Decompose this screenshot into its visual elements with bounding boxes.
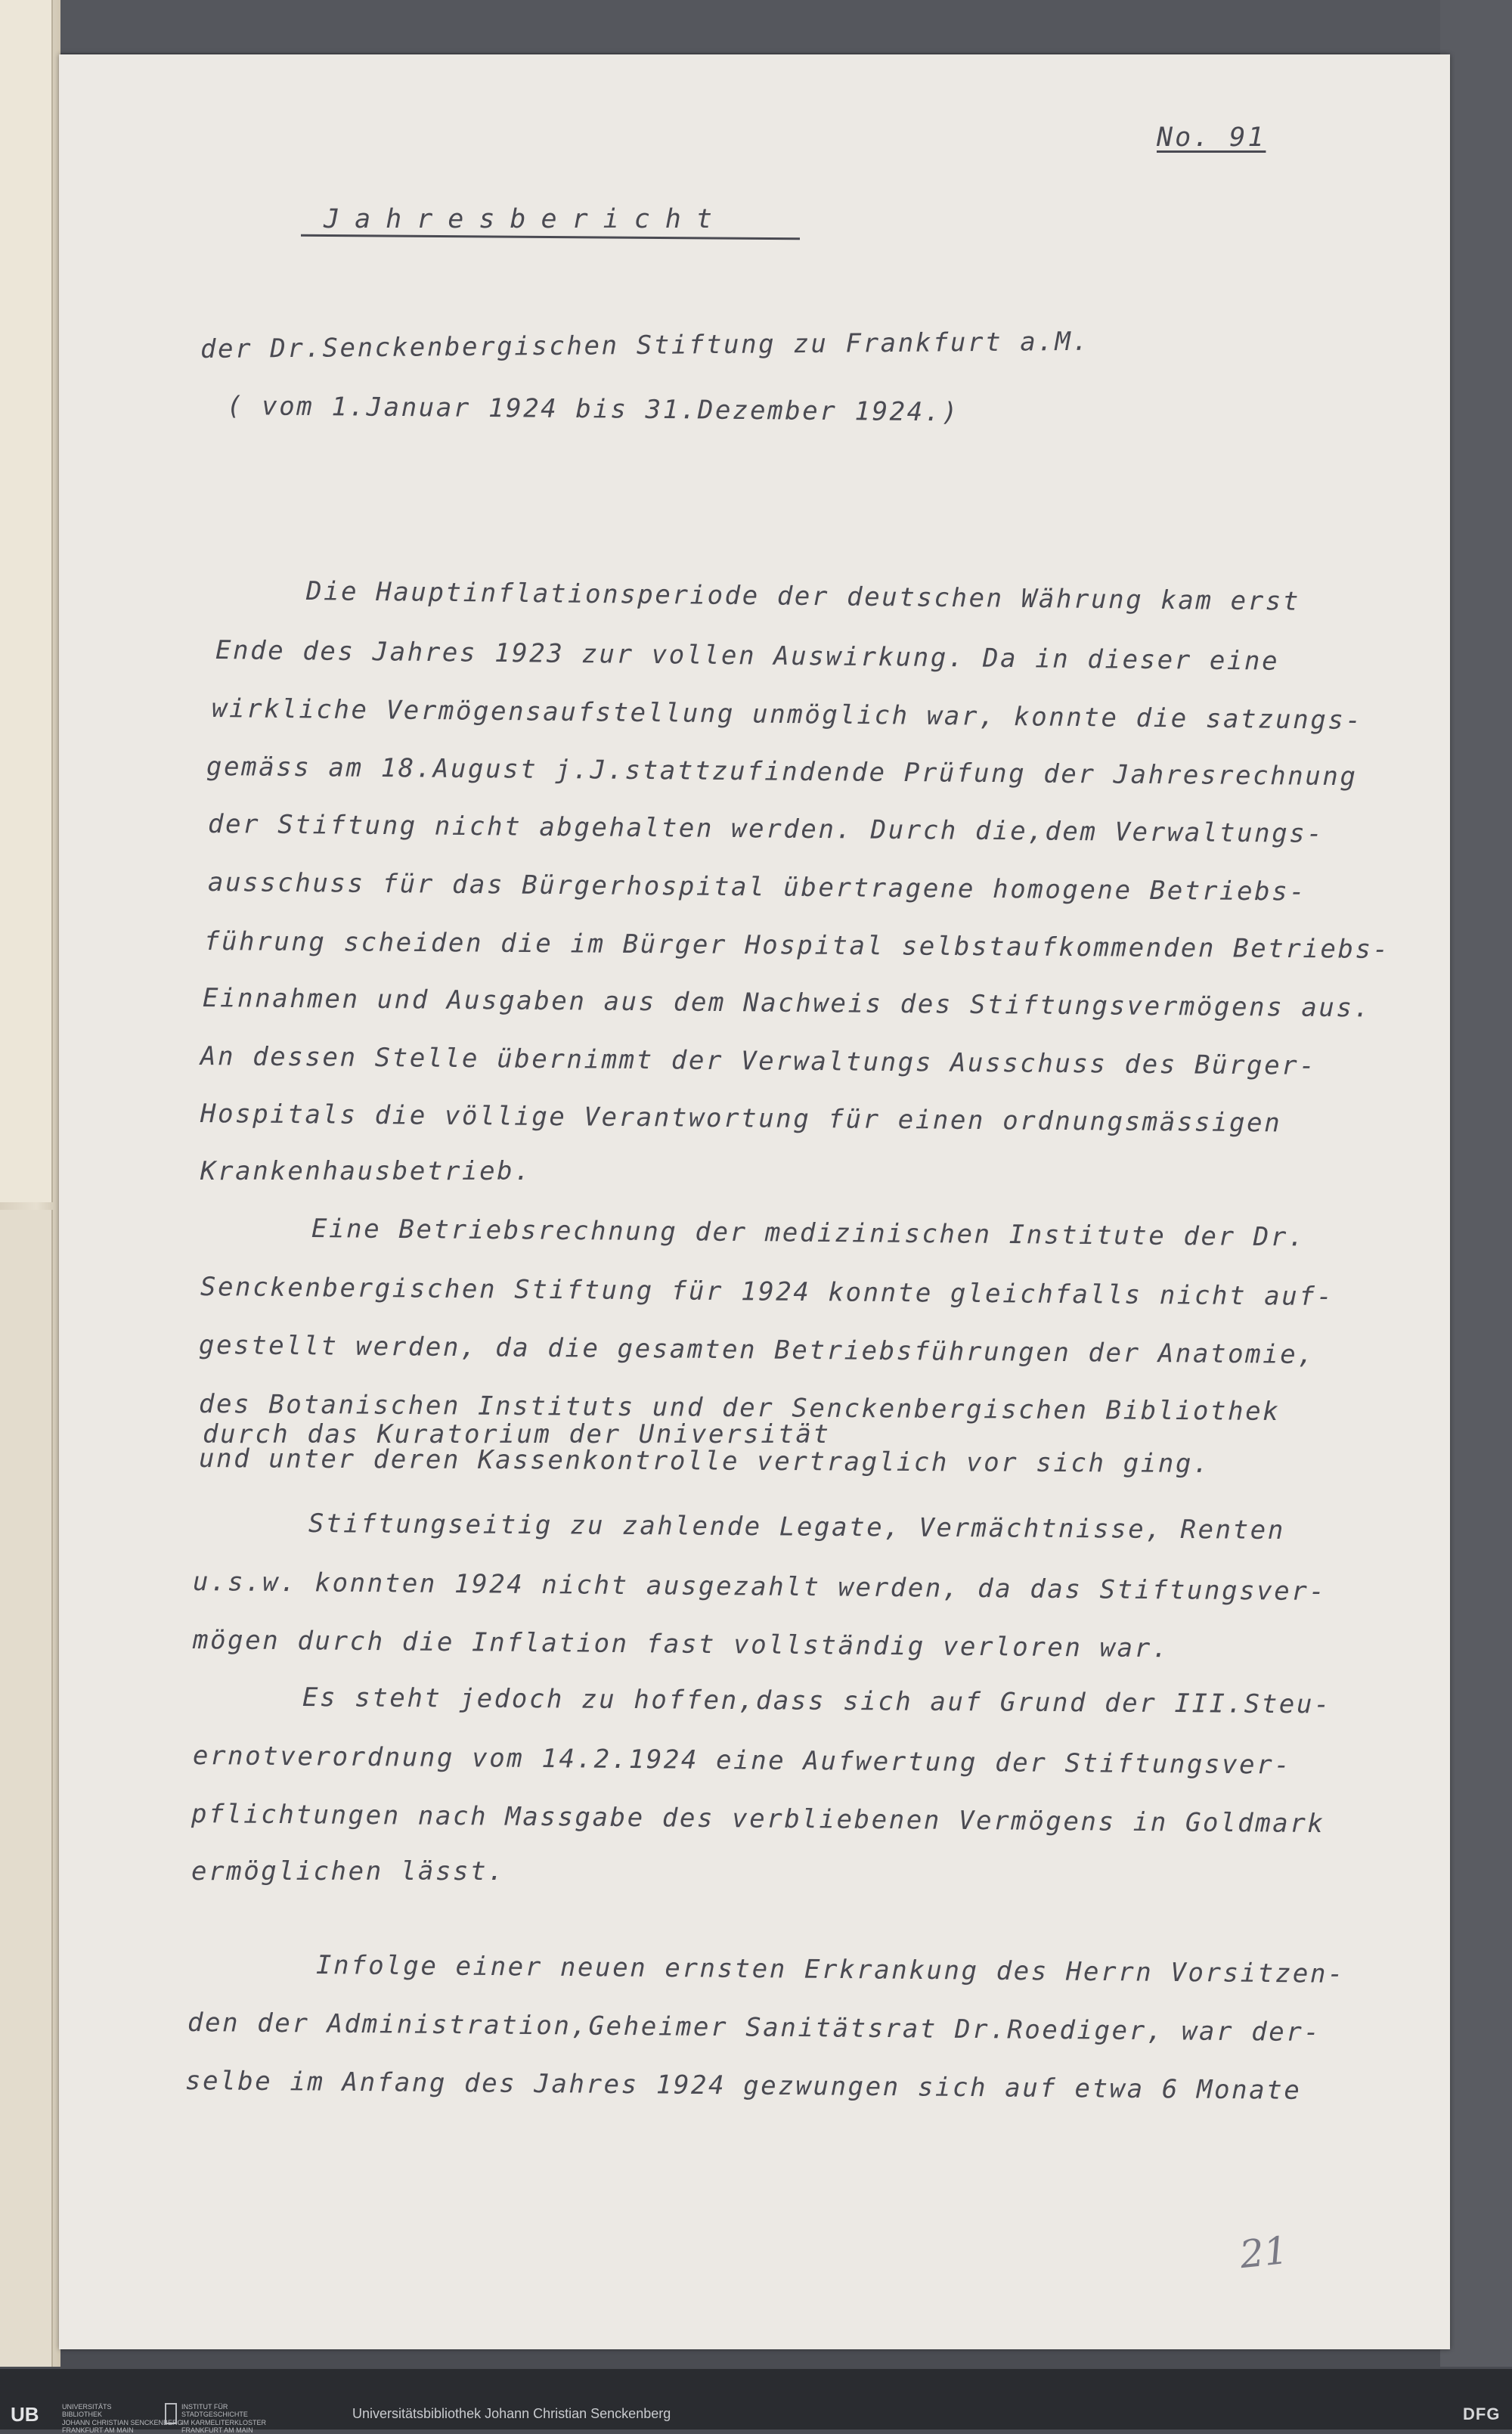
document-line: pflichtungen nach Massgabe des verbliebenen Vermögens in Goldmark	[191, 1799, 1325, 1840]
library-logo: UB	[11, 2403, 39, 2426]
scanner-right-border	[1440, 0, 1512, 2367]
document-line: der Dr.Senckenbergischen Stiftung zu Frankfurt a.M.	[200, 326, 1090, 364]
document-line: Eine Betriebsrechnung der medizinischen Institute der Dr.	[311, 1214, 1306, 1253]
document-line: Die Hauptinflationsperiode der deutschen Währung kam erst	[305, 576, 1301, 617]
document-line: durch das Kuratorium der Universität	[203, 1419, 831, 1450]
document-line: An dessen Stelle übernimmt der Verwaltungs Ausschuss des Bürger-	[200, 1041, 1317, 1081]
document-line: Ende des Jahres 1923 zur vollen Auswirkung. Da in dieser eine	[215, 635, 1280, 677]
document-line: gestellt werden, da die gesamten Betriebsführungen der Anatomie,	[198, 1330, 1315, 1370]
document-line: den der Administration,Geheimer Sanitätsrat Dr.Roediger, war der-	[187, 2008, 1321, 2048]
document-line: Krankenhausbetrieb.	[200, 1156, 532, 1186]
document-line: ausschuss für das Bürgerhospital übertragene homogene Betriebs-	[207, 867, 1307, 907]
library-name: Universitätsbibliothek Johann Christian Senckenberg	[352, 2406, 671, 2421]
document-line: ernotverordnung vom 14.2.1924 eine Aufwertung der Stiftungsver-	[192, 1741, 1292, 1781]
document-line: und unter deren Kassenkontrolle vertraglich vor sich ging.	[198, 1443, 1211, 1480]
document-line: ermöglichen lässt.	[191, 1856, 506, 1887]
library-logo-subtitle: UNIVERSITÄTS BIBLIOTHEK JOHANN CHRISTIAN SENCKENBERG FRANKFURT AM MAIN	[62, 2403, 183, 2434]
institute-logo: INSTITUT FÜR STADTGESCHICHTE IM KARMELITERKLOSTER FRANKFURT AM MAIN	[181, 2403, 267, 2434]
adjacent-page-edges	[0, 0, 60, 2367]
scanner-top-border	[60, 0, 1512, 53]
document-line: ( vom 1.Januar 1924 bis 31.Dezember 1924.)	[226, 391, 960, 428]
document-line: wirkliche Vermögensaufstellung unmöglich war, konnte die satzungs-	[211, 693, 1363, 736]
document-line: selbe im Anfang des Jahres 1924 gezwungen sich auf etwa 6 Monate	[184, 2066, 1302, 2106]
document-line: Es steht jedoch zu hoffen,dass sich auf Grund der III.Steu-	[302, 1682, 1332, 1720]
document-line: Stiftungseitig zu zahlende Legate, Vermächtnisse, Renten	[308, 1508, 1286, 1546]
funder-logo: DFG	[1463, 2405, 1501, 2423]
adjacent-page-edge-upper	[0, 0, 53, 1202]
document-line: Einnahmen und Ausgaben aus dem Nachweis des Stiftungsvermögens aus.	[202, 983, 1371, 1024]
handwritten-page-number: 21	[1238, 2228, 1290, 2277]
document-line: führung scheiden die im Bürger Hospital selbstaufkommenden Betriebs-	[203, 926, 1390, 965]
document-line: des Botanischen Instituts und der Senckenbergischen Bibliothek	[198, 1389, 1281, 1427]
document-line: Hospitals die völlige Verantwortung für einen ordnungsmässigen	[200, 1099, 1282, 1139]
document-line: Infolge einer neuen ernsten Erkrankung des Herrn Vorsitzen-	[315, 1950, 1346, 1989]
document-line: u.s.w. konnten 1924 nicht ausgezahlt werden, da das Stiftungsver-	[192, 1567, 1327, 1608]
institute-logo-icon	[165, 2403, 177, 2424]
document-line: Senckenbergischen Stiftung für 1924 konnte gleichfalls nicht auf-	[200, 1272, 1334, 1313]
adjacent-page-edge-lower	[0, 1210, 53, 2367]
document-title: Jahresbericht	[324, 204, 727, 234]
document-line: mögen durch die Inflation fast vollständig verloren war.	[192, 1625, 1170, 1664]
document-line: gemäss am 18.August j.J.stattzufindende Prüfung der Jahresrechnung	[206, 752, 1358, 792]
document-line: der Stiftung nicht abgehalten werden. Durch die,dem Verwaltungs-	[207, 809, 1325, 849]
document-number: No. 91	[1157, 122, 1266, 153]
